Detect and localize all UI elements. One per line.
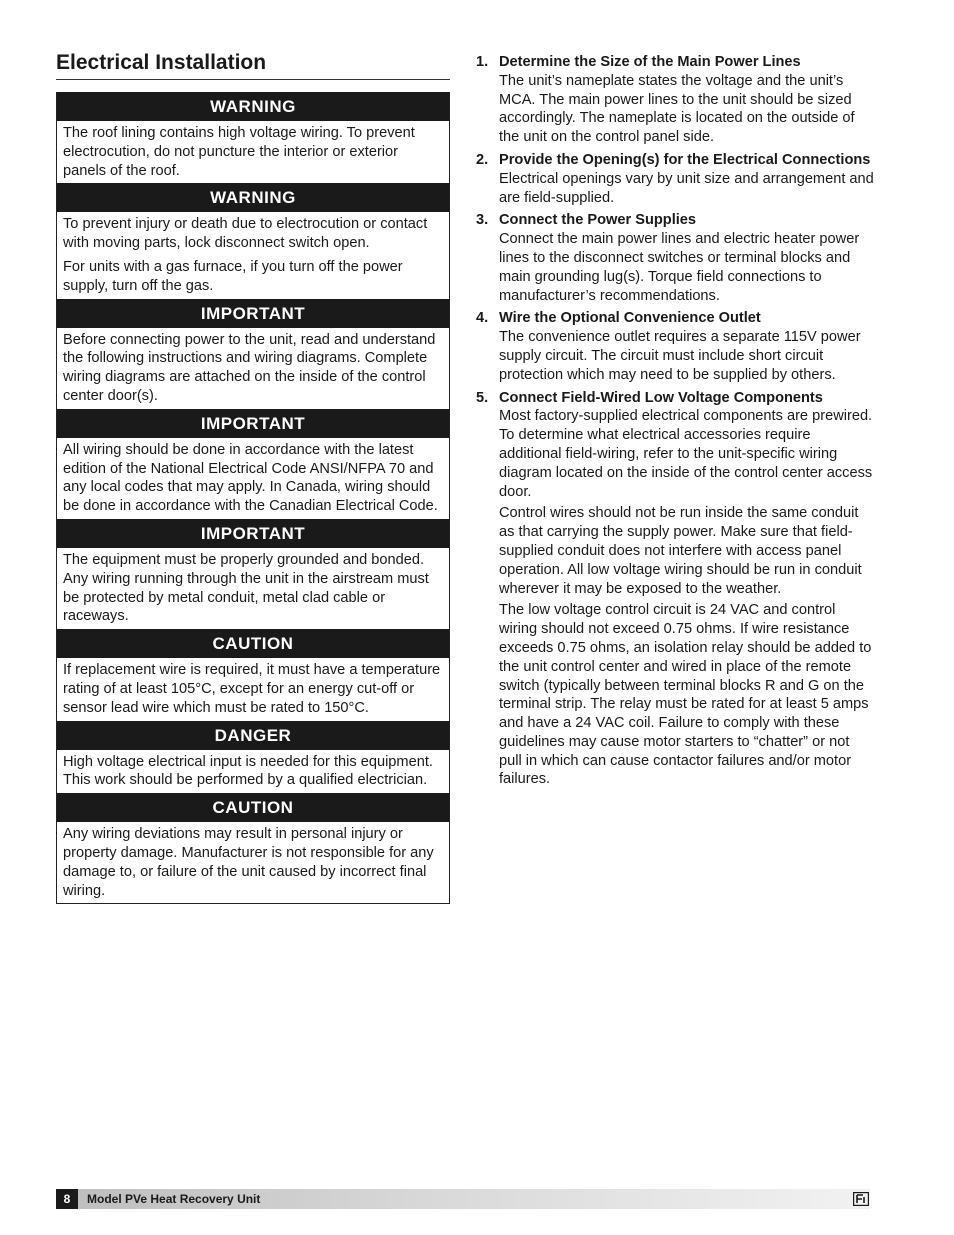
step-title: Provide the Opening(s) for the Electrical Connections <box>499 151 871 168</box>
right-column <box>476 53 876 793</box>
notice-stack <box>56 92 450 904</box>
notice-header: IMPORTANT <box>57 299 449 328</box>
notice-caution-deviations <box>57 793 449 903</box>
step-3 <box>476 211 876 305</box>
notice-header: WARNING <box>57 92 449 121</box>
notice-text: Before connecting power to the unit, read and understand the following instructions and wiring diagrams. Complete wiring diagrams are attached on the inside of the control center door(s). <box>63 331 436 404</box>
notice-body <box>57 121 449 183</box>
footer-title: Model PVe Heat Recovery Unit <box>87 1192 261 1206</box>
step-5 <box>476 389 876 790</box>
notice-header: DANGER <box>57 721 449 750</box>
notice-text: High voltage electrical input is needed for this equipment. This work should be performed by a qualified electrician. <box>63 753 433 789</box>
step-title: Determine the Size of the Main Power Lines <box>499 54 801 70</box>
notice-header: IMPORTANT <box>57 519 449 548</box>
step-number: 1. <box>476 54 489 70</box>
notice-body <box>57 328 449 409</box>
notice-important-grounding <box>57 519 449 629</box>
notice-header: CAUTION <box>57 793 449 822</box>
notice-body <box>57 658 449 720</box>
notice-body <box>57 548 449 629</box>
step-number: 2. <box>476 151 489 168</box>
step-title: Wire the Optional Convenience Outlet <box>499 310 761 327</box>
step-1 <box>476 53 876 147</box>
step-text: Electrical openings vary by unit size and arrangement and are field-supplied. <box>499 170 874 206</box>
step-text: The low voltage control circuit is 24 VAC and control wiring should not exceed 0.75 ohms. If wire resistance exceeds 0.75 ohms, an isolation relay should be added to the unit control center and wired in place of the remote switch (typically between terminal blocks R and G on the terminal strip. The relay must be rated for at least 5 amps and have a 24 VAC coil. Failure to comply with these guidelines may cause motor starters to “chatter” or not pull in which can cause contactor failures and/or motor failures. <box>499 602 872 788</box>
page-footer <box>56 1189 870 1209</box>
notice-text: Any wiring deviations may result in personal injury or property damage. Manufacturer is not responsible for any damage to, or failure of the unit caused by incorrect final wiring. <box>63 826 434 899</box>
notice-text: To prevent injury or death due to electrocution or contact with moving parts, lock disconnect switch open. <box>63 216 428 252</box>
page-number: 8 <box>56 1189 78 1209</box>
notice-header: CAUTION <box>57 629 449 658</box>
step-title: Connect Field-Wired Low Voltage Components <box>499 389 823 406</box>
notice-important-codes <box>57 409 449 519</box>
step-text: Most factory-supplied electrical components are prewired. To determine what electrical accessories require additional field-wiring, refer to the unit-specific wiring diagram located on the inside of the control center access door. <box>499 408 873 500</box>
brand-logo-icon <box>853 1192 869 1206</box>
step-title: Connect the Power Supplies <box>499 212 697 229</box>
notice-text: For units with a gas furnace, if you turn off the power supply, turn off the gas. <box>63 258 403 294</box>
step-number: 5. <box>476 389 489 406</box>
step-text: The convenience outlet requires a separate 115V power supply circuit. The circuit must include short circuit protection which may need to be supplied by others. <box>499 329 861 383</box>
notice-header: IMPORTANT <box>57 409 449 438</box>
notice-text: If replacement wire is required, it must have a temperature rating of at least 105°C, except for an energy cut-off or sensor lead wire which must be rated to 150°C. <box>63 662 441 716</box>
left-column <box>56 50 450 904</box>
notice-text: The roof lining contains high voltage wiring. To prevent electrocution, do not puncture the interior or exterior panels of the roof. <box>63 125 415 179</box>
notice-body <box>57 212 449 298</box>
step-4 <box>476 309 876 384</box>
step-text: Connect the main power lines and electric heater power lines to the disconnect switches or terminal blocks and main grounding lug(s). Torque field connections to manufacturer’s recommendations. <box>499 231 860 304</box>
step-number: 3. <box>476 212 489 229</box>
notice-header: WARNING <box>57 183 449 212</box>
notice-text: All wiring should be done in accordance with the latest edition of the National Electrical Code ANSI/NFPA 70 and any local codes that may apply. In Canada, wiring should be done in accordance with the Canadian Electrical Code. <box>63 441 438 515</box>
notice-caution-wire-rating <box>57 629 449 720</box>
notice-body <box>57 750 449 794</box>
notice-danger-high-voltage <box>57 721 449 794</box>
step-number: 4. <box>476 310 489 327</box>
notice-text: The equipment must be properly grounded and bonded. Any wiring running through the unit in the airstream must be protected by metal conduit, metal clad cable or raceways. <box>63 551 429 625</box>
step-text: Control wires should not be run inside the same conduit as that carrying the supply power. Make sure that field-supplied conduit does not interfere with access panel operation. All low voltage wiring should be run in conduit wherever it may be exposed to the weather. <box>499 505 862 597</box>
step-text: The unit’s nameplate states the voltage and the unit’s MCA. The main power lines to the unit should be sized accordingly. The nameplate is located on the outside of the unit on the control panel side. <box>499 72 855 146</box>
notice-warning-lockout <box>57 183 449 298</box>
notice-important-diagrams <box>57 299 449 409</box>
notice-body <box>57 438 449 519</box>
step-2 <box>476 151 876 207</box>
section-title: Electrical Installation <box>56 50 450 80</box>
notice-warning-roof <box>57 92 449 183</box>
notice-body <box>57 822 449 903</box>
